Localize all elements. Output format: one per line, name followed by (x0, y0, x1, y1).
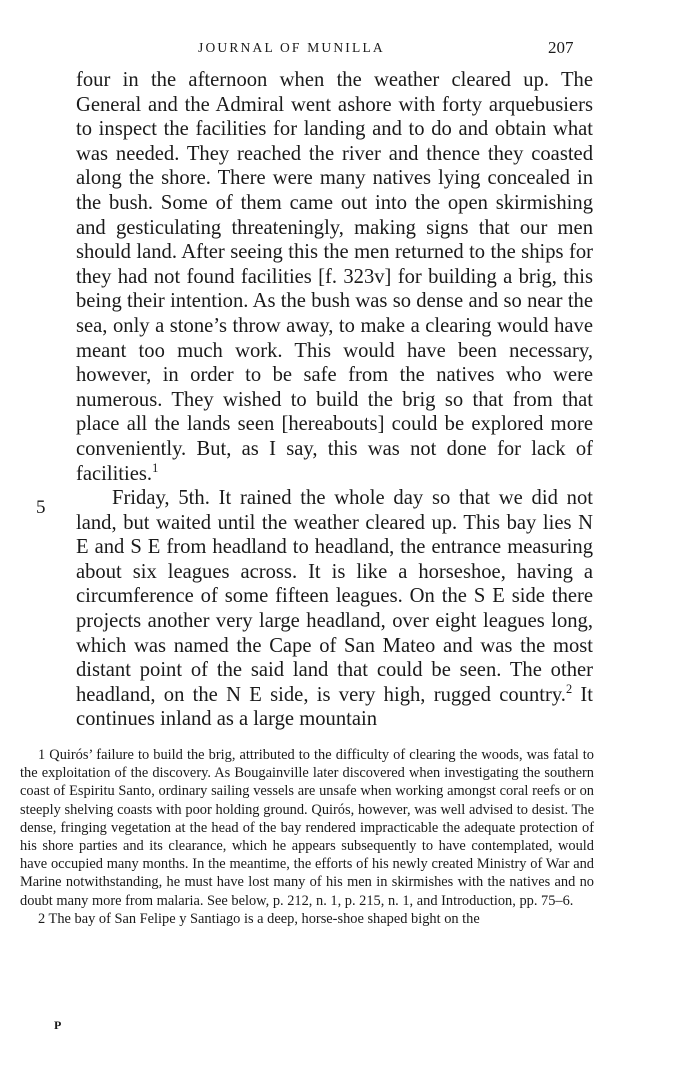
paragraph-2-text: Friday, 5th. It rained the whole day so that we did not land, but waited until the weather cleared up. This bay lies N E and S E from headland to headland, the entrance measuring about six leagues across. It is like a horseshoe, having a circumference of some fifteen leagues. On the S E side there projects another very large headland, over eight leagues long, which was named the Cape of San Mateo and was the most distant point of the said land that could be seen. The other headland, on the N E side, is very high, rugged country. (76, 487, 593, 706)
footnote-1-text: Quirós’ failure to build the brig, attributed to the difficulty of clearing the woods, was fatal to the exploitation of the discovery. As Bougainville later discovered when investigating the southern coast of Espiritu Santo, ordinary sailing vessels are unsafe when working amongst coral reefs or on steeply shelving coasts with poor holding ground. Quirós, however, was well advised to desist. The dense, fringing vegetation at the head of the bay rendered impracticable the adequate protection of his shore parties and its clearance, which he appears subsequently to have contemplated, would have occupied many months. In the meantime, the efforts of his newly created Ministry of War and Marine notwithstanding, he must have lost many of his men in skirmishes with the natives and no doubt many more from malaria. See below, p. 212, n. 1, p. 215, n. 1, and Introduction, pp. 75–6. (20, 747, 594, 909)
main-text (76, 68, 593, 732)
paragraph-2-continuation: It continues inland as a large mountain (76, 683, 593, 731)
footnote-1 (20, 746, 594, 910)
paragraph-1-text: four in the afternoon when the weather cleared up. The General and the Admiral went ashore with forty arquebusiers to inspect the facilities for landing and to do and obtain what was needed. They reached the river and thence they coasted along the shore. There were many natives lying concealed in the bush. Some of them came out into the open skirmishing and gesticulating threateningly, making signs that our men should land. After seeing this the men returned to the ships for they had not found facilities [f. 323v] for building a brig, this being their intention. As the bush was so dense and so near the sea, only a stone’s throw away, to make a clearing would have meant too much work. This would have been necessary, however, in order to be safe from the natives who were numerous. They wished to build the brig so that from that place all the lands seen [hereabouts] could be explored more conveniently. But, as I say, this was not done for lack of facilities. (76, 69, 593, 485)
footnote-2 (20, 910, 594, 928)
footnote-ref-2: 2 (565, 681, 573, 696)
signature-mark: P (54, 1018, 62, 1032)
footnote-2-number: 2 (38, 910, 46, 927)
footnote-1-number: 1 (38, 747, 46, 763)
footnotes (20, 746, 594, 928)
paragraph-2 (76, 486, 593, 732)
page-header (0, 40, 693, 64)
margin-date-marker: 5 (36, 497, 46, 518)
paragraph-1 (76, 68, 593, 486)
page-number: 207 (548, 38, 574, 57)
running-title: JOURNAL OF MUNILLA (198, 40, 385, 55)
footnote-2-text: The bay of San Felipe y Santiago is a deep, horse-shoe shaped bight on the (45, 910, 480, 927)
footnote-ref-1: 1 (152, 460, 159, 475)
